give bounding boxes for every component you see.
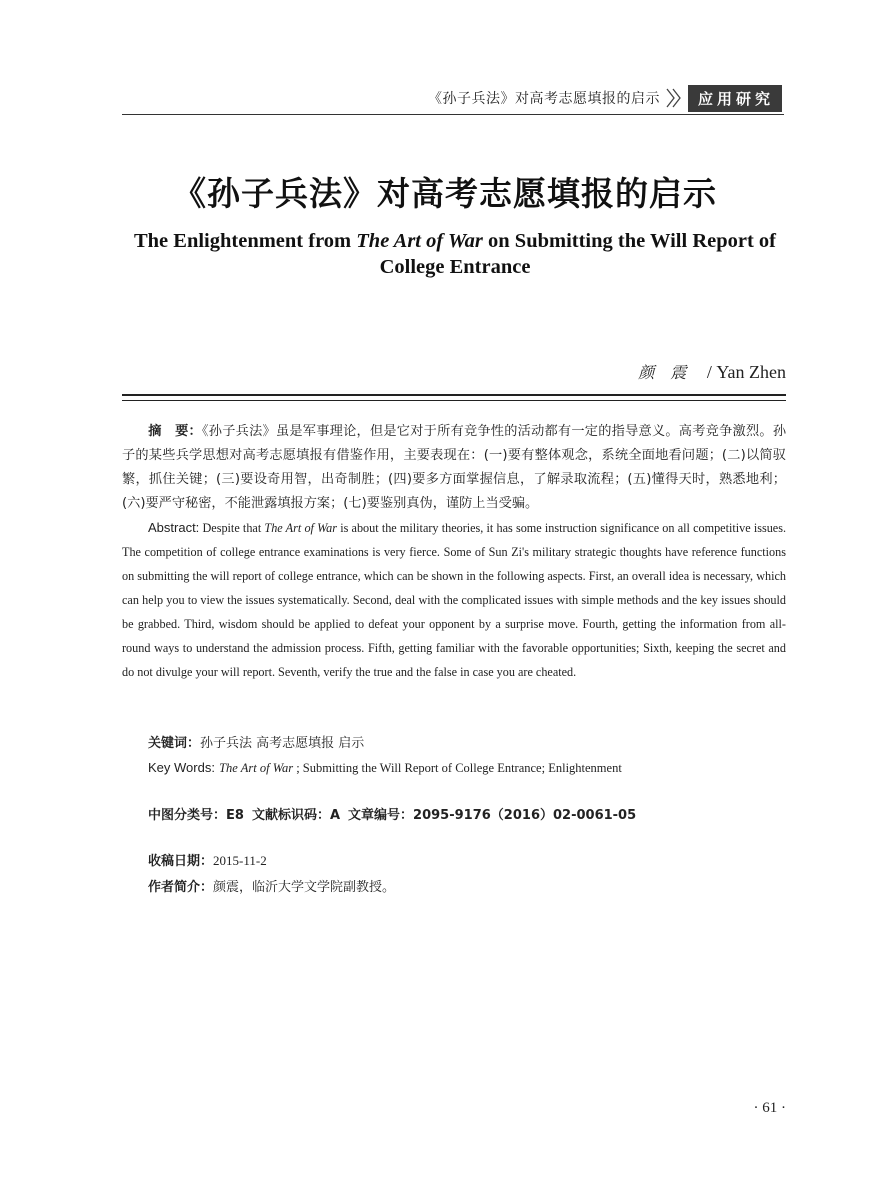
author-line bbox=[638, 360, 786, 383]
keywords-en-value: ; Submitting the Will Report of College Entrance; Enlightenment bbox=[293, 761, 622, 775]
double-chevron-icon bbox=[664, 87, 684, 109]
article-no-label: 文章编号： bbox=[348, 808, 414, 823]
author-bio-line bbox=[148, 875, 395, 901]
keywords-en-italic: The Art of War bbox=[219, 761, 294, 775]
running-head bbox=[428, 84, 782, 112]
received-value: 2015-11-2 bbox=[213, 853, 267, 868]
received-label: 收稿日期： bbox=[148, 854, 214, 869]
keywords-cn-value: 孙子兵法 高考志愿填报 启示 bbox=[200, 736, 365, 751]
title-en-italic: The Art of War bbox=[356, 230, 483, 252]
author-name-cn: 颜震 bbox=[638, 363, 703, 382]
header-rule bbox=[122, 114, 784, 115]
abstract-cn-label: 摘 要： bbox=[148, 424, 202, 439]
keywords-block bbox=[148, 732, 788, 781]
title-en-after: on Submitting the Will Report of College Entrance bbox=[379, 230, 776, 278]
doc-code-label: 文献标识码： bbox=[251, 808, 330, 823]
article-no-value: 2095-9176（2016）02-0061-05 bbox=[413, 808, 637, 823]
keywords-en bbox=[148, 756, 788, 781]
running-head-title: 《孙子兵法》对高考志愿填报的启示 bbox=[427, 91, 660, 107]
received-line bbox=[148, 848, 395, 875]
divider-thin bbox=[122, 400, 786, 401]
clc-value: E8 bbox=[226, 808, 244, 823]
author-bio-label: 作者简介： bbox=[148, 880, 214, 895]
author-separator: / bbox=[706, 362, 712, 382]
clc-label: 中图分类号： bbox=[148, 808, 227, 823]
abstract-en-italic: The Art of War bbox=[264, 521, 338, 535]
keywords-cn bbox=[148, 732, 788, 756]
title-chinese: 《孙子兵法》对高考志愿填报的启示 bbox=[173, 174, 717, 213]
abstract-en-after: is about the military theories, it has some instruction significance on all competitive issues. The competition of college entrance examinations is very fierce. Some of Sun Zi's military strategic thoughts have reference functions on submitting the will report of college entrance, which can be shown in the following aspects. First, an overall idea is necessary, which can help you to view the issues systematically. Second, deal with the complicated issues with simple methods and the key issues should be grabbed. Third, wisdom should be applied to defeat your opponent by a surprise move. Fourth, getting the information from all-round ways to understand the admission process. Fifth, getting familiar with the favorable opportunities; Sixth, keeping the secret and do not divulge your will report. Seventh, verify the true and the false in case you are cheated. bbox=[122, 521, 786, 679]
author-bio-value: 颜震，临沂大学文学院副教授。 bbox=[213, 880, 396, 895]
abstract-chinese bbox=[122, 420, 786, 516]
classification-line bbox=[148, 804, 636, 823]
section-tag: 应用研究 bbox=[688, 85, 782, 112]
abstract-en-before: Despite that bbox=[199, 521, 265, 535]
abstract-english bbox=[122, 516, 786, 684]
abstract-cn-text: 《孙子兵法》虽是军事理论，但是它对于所有竞争性的活动都有一定的指导意义。高考竞争激烈。孙子的某些兵学思想对高考志愿填报有借鉴作用，主要表现在：(一)要有整体观念，系统全面地看问题；(二)以简驭繁，抓住关键；(三)要设奇用智，出奇制胜；(四)要多方面掌握信息，了解录取流程；(五)懂得天时，熟悉地利；(六)要严守秘密，不能泄露填报方案；(七)要鉴别真伪，谨防上当受骗。 bbox=[122, 424, 787, 511]
page-number: · 61 · bbox=[753, 1100, 786, 1116]
keywords-en-label: Key Words: bbox=[148, 760, 215, 775]
keywords-cn-label: 关键词： bbox=[148, 736, 201, 751]
author-name-en: Yan Zhen bbox=[716, 362, 786, 382]
abstract-en-label: Abstract: bbox=[148, 520, 200, 535]
divider-thick bbox=[122, 394, 786, 396]
doc-code-value: A bbox=[329, 808, 341, 823]
dates-block bbox=[148, 848, 395, 901]
title-english bbox=[110, 228, 800, 280]
title-en-before: The Enlightenment from bbox=[133, 230, 357, 252]
